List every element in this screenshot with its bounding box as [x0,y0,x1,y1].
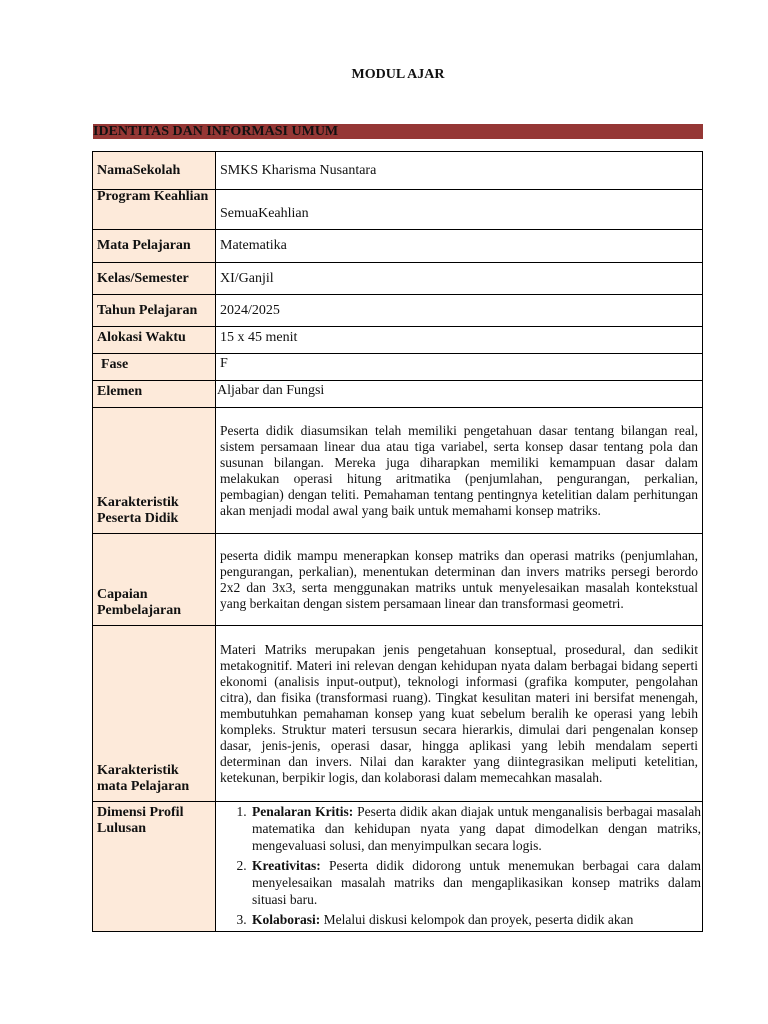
label-elemen: Elemen [93,381,216,408]
table-row [93,295,703,327]
label-dimensi-profil-lulusan: Dimensi Profil Lulusan [93,802,216,932]
profil-term: Penalaran Kritis: [252,804,354,819]
value-kelas-semester: XI/Ganjil [216,263,703,295]
label-nama-sekolah: NamaSekolah [93,152,216,190]
label-program-keahlian: Program Keahlian [93,190,216,230]
label-mata-pelajaran: Mata Pelajaran [93,230,216,263]
value-karakteristik-peserta-didik: Peserta didik diasumsikan telah memiliki pengetahuan dasar tentang bilangan real, sistem persamaan linear dua atau tiga variabel, serta konsep dasar tentang pola dan susunan bilangan. Mereka juga diharapkan memiliki kemampuan dasar dalam melakukan operasi hitung aritmatika (penjumlahan, pengurangan, perkalian, pembagian) dengan teliti. Pemahaman tentang pentingnya ketelitian dalam perhitungan akan menjadi modal awal yang baik untuk memahami konsep matriks. [216,408,703,534]
identity-table [92,151,703,932]
table-row [93,152,703,190]
label-karakteristik-mata-pelajaran: Karakteristik mata Pelajaran [93,626,216,802]
value-capaian-pembelajaran: peserta didik mampu menerapkan konsep matriks dan operasi matriks (penjumlahan, pengurangan, perkalian), menentukan determinan dan invers matriks persegi berordo 2x2 dan 3x3, serta menggunakan matriks untuk menyelesaikan masalah kontekstual yang berkaitan dengan sistem persamaan linear dan transformasi geometri. [216,534,703,626]
section-heading: IDENTITAS DAN INFORMASI UMUM [93,124,703,139]
table-row [93,381,703,408]
table-row [93,534,703,626]
profil-list [220,803,701,928]
profil-text: Peserta didik akan diajak untuk menganalisis berbagai masalah matematika dan kehidupan nyata yang dapat dimodelkan dengan matriks, mengevaluasi solusi, dan menyimpulkan secara logis. [252,804,701,853]
value-nama-sekolah: SMKS Kharisma Nusantara [216,152,703,190]
table-row [93,263,703,295]
table-row [93,408,703,534]
label-tahun-pelajaran: Tahun Pelajaran [93,295,216,327]
table-row [93,626,703,802]
label-capaian-pembelajaran: Capaian Pembelajaran [93,534,216,626]
list-item [250,911,701,928]
table-row [93,354,703,381]
value-program-keahlian: SemuaKeahlian [216,190,703,230]
label-fase: Fase [93,354,216,381]
value-alokasi-waktu: 15 x 45 menit [216,327,703,354]
value-fase: F [216,354,703,381]
value-dimensi-profil-lulusan [216,802,703,932]
profil-term: Kreativitas: [252,858,321,873]
list-item [250,803,701,854]
label-kelas-semester: Kelas/Semester [93,263,216,295]
label-karakteristik-peserta-didik: Karakteristik Peserta Didik [93,408,216,534]
table-row [93,327,703,354]
value-karakteristik-mata-pelajaran: Materi Matriks merupakan jenis pengetahuan konseptual, prosedural, dan sedikit metakognitif. Materi ini relevan dengan kehidupan nyata dalam berbagai bidang seperti ekonomi (analisis input-output), teknologi informasi (grafika komputer, pengolahan citra), dan fisika (transformasi ruang). Tingkat kesulitan materi ini bersifat menengah, membutuhkan pemahaman konsep yang kuat sebelum beralih ke operasi yang lebih kompleks. Struktur materi tersusun secara hierarkis, dimulai dari pengenalan konsep dasar, jenis-jenis, operasi dasar, hingga aplikasi yang lebih mendalam seperti determinan dan invers. Nilai dan karakter yang diintegrasikan meliputi ketelitian, ketekunan, berpikir logis, dan kolaborasi dalam memecahkan masalah. [216,626,703,802]
document-title: MODUL AJAR [351,67,445,82]
profil-term: Kolaborasi: [252,912,321,927]
value-tahun-pelajaran: 2024/2025 [216,295,703,327]
label-alokasi-waktu: Alokasi Waktu [93,327,216,354]
table-row [93,190,703,230]
value-mata-pelajaran: Matematika [216,230,703,263]
value-elemen: Aljabar dan Fungsi [216,381,703,408]
profil-text: Peserta didik didorong untuk menemukan berbagai cara dalam menyelesaikan masalah matriks dan mengaplikasikan konsep matriks dalam situasi baru. [252,858,701,907]
table-row [93,230,703,263]
list-item [250,857,701,908]
profil-text: Melalui diskusi kelompok dan proyek, peserta didik akan [320,912,634,927]
table-row [93,802,703,932]
